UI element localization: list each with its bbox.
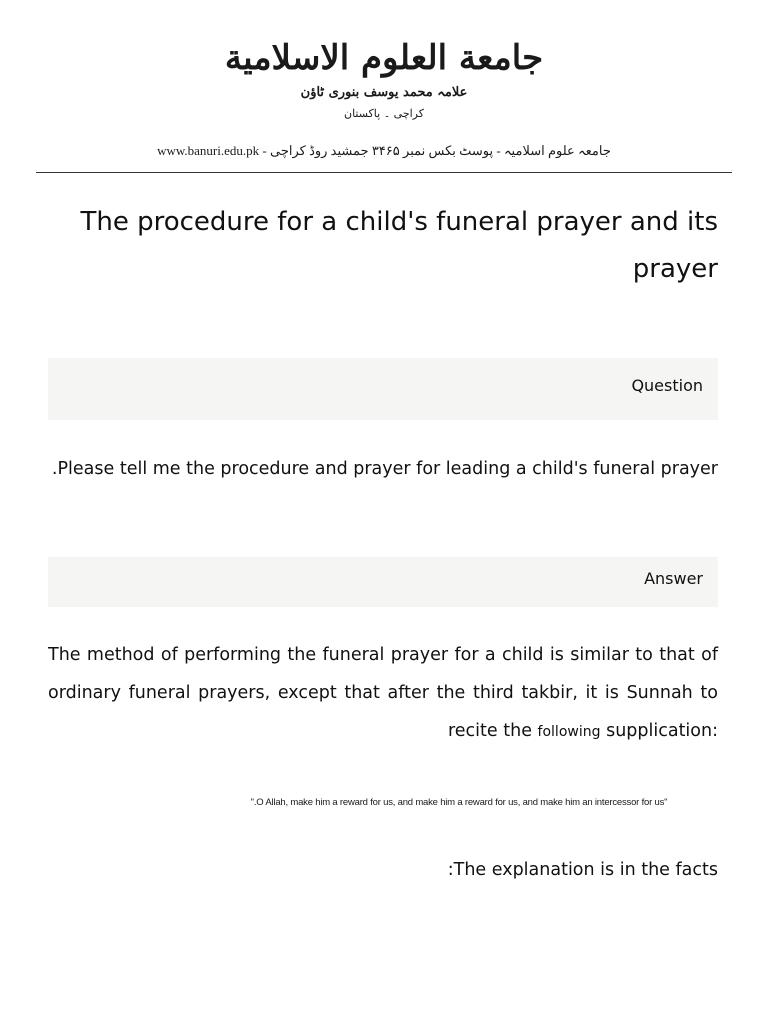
answer-text-part2: supplication: xyxy=(606,721,718,741)
postal-address: جامعہ علوم اسلامیہ - پوسٹ بکس نمبر ۳۴۶۵ جمشید روڈ کراچی - xyxy=(262,143,611,158)
supplication-quote: ".O Allah, make him a reward for us, and make him a reward for us, and make him an intercessor for us" xyxy=(250,797,668,808)
answer-text-part1: The method of performing the funeral prayer for a child is similar to that of ordinary funeral prayers, except that after the third takbir, it is Sunnah to recite the xyxy=(48,645,718,741)
answer-heading xyxy=(48,557,718,607)
website-link[interactable]: www.banuri.edu.pk xyxy=(157,143,260,158)
institution-location: کراچی ۔ پاکستان xyxy=(344,107,424,120)
answer-label: Answer xyxy=(644,569,703,588)
answer-text xyxy=(48,636,718,751)
institution-subtitle: علامہ محمد یوسف بنوری ٹاؤن xyxy=(300,85,468,100)
institution-logo-text: جامعة العلوم الاسلامية xyxy=(224,38,544,78)
question-text: Please tell me the procedure and prayer for leading a child's funeral prayer. xyxy=(51,459,718,479)
institution-address-line xyxy=(36,142,732,160)
question-label: Question xyxy=(631,376,703,395)
page-title: The procedure for a child's funeral prayer and its prayer xyxy=(80,207,718,284)
letterhead xyxy=(36,30,732,173)
question-heading xyxy=(48,358,718,420)
explanation-text: :The explanation is in the facts xyxy=(447,860,718,880)
answer-text-small: following xyxy=(537,724,601,740)
header-divider xyxy=(36,172,732,173)
